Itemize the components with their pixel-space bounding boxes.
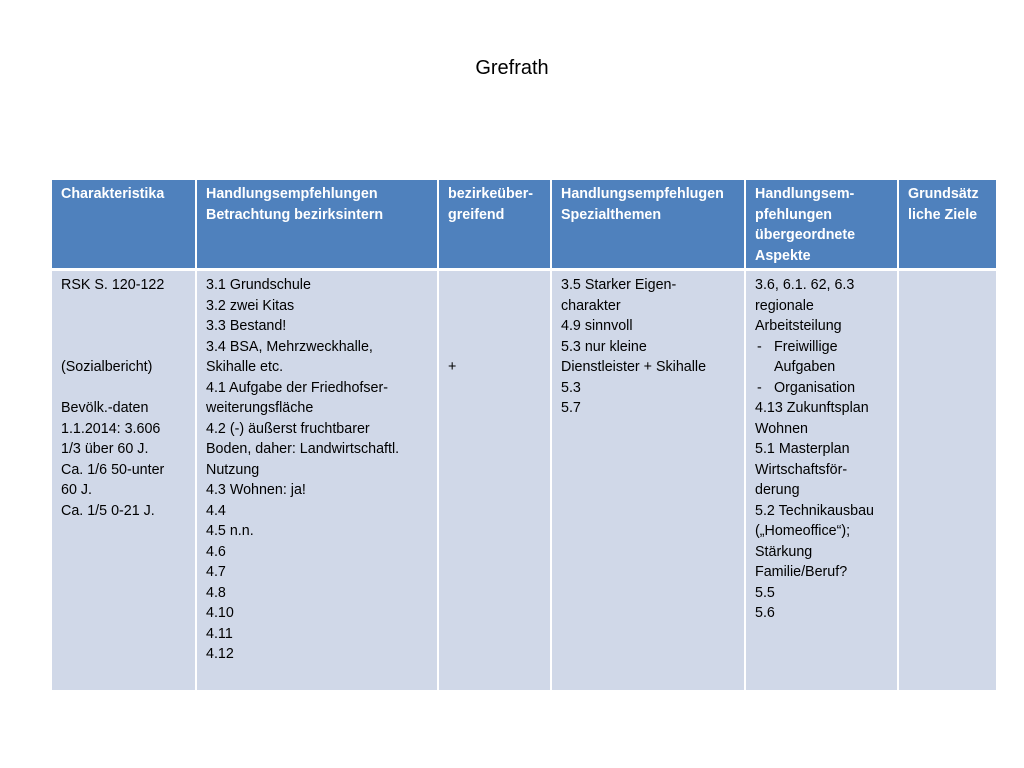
cell-line: Ca. 1/5 0-21 J. — [61, 502, 155, 519]
cell-line: 4.13 Zukunftsplan — [755, 400, 869, 416]
cell-line: („Homeoffice“); — [755, 523, 851, 539]
cell-line: 4.9 sinnvoll — [561, 318, 633, 334]
header-line: Handlungsempfehlugen — [561, 186, 724, 202]
cell-line: 5.5 — [755, 584, 775, 601]
cell-line: 5.3 — [561, 379, 581, 396]
header-line: Betrachtung bezirksintern — [206, 206, 384, 223]
cell-charakteristika — [52, 271, 197, 690]
header-line: Spezialthemen — [561, 206, 662, 223]
dash-marker: - — [757, 379, 762, 396]
plus-mark: + — [448, 359, 457, 375]
header-line: Charakteristika — [61, 186, 165, 202]
header-line: Aspekte — [755, 247, 811, 264]
cell-line: 3.5 Starker Eigen- — [561, 277, 677, 293]
header-charakteristika — [52, 180, 197, 271]
cell-line: 4.1 Aufgabe der Friedhofser- — [206, 379, 388, 396]
cell-line: Arbeitsteilung — [755, 318, 842, 334]
cell-line: Boden, daher: Landwirtschaftl. — [206, 441, 400, 457]
cell-line: 4.8 — [206, 584, 226, 601]
header-line: Handlungsempfehlungen — [206, 186, 378, 202]
header-bezirksintern — [197, 180, 439, 271]
cell-bezirksuebergreifend — [439, 271, 552, 690]
bullet-continuation: Aufgaben — [774, 359, 836, 375]
cell-line: Bevölk.-daten — [61, 400, 149, 416]
header-grundsaetzliche-ziele — [899, 180, 996, 271]
header-bezirksuebergreifend — [439, 180, 552, 271]
cell-line: 4.6 — [206, 543, 226, 560]
cell-line: 3.6, 6.1. 62, 6.3 — [755, 277, 855, 293]
cell-line: 4.3 Wohnen: ja! — [206, 482, 306, 498]
cell-bezirksintern — [197, 271, 439, 690]
header-line: pfehlungen — [755, 206, 833, 223]
cell-line: 4.4 — [206, 502, 226, 519]
cell-line: Stärkung — [755, 543, 813, 560]
cell-line: charakter — [561, 297, 621, 314]
cell-line: Wirtschaftsför- — [755, 461, 848, 478]
cell-line: Nutzung — [206, 461, 260, 478]
cell-line: 4.7 — [206, 564, 226, 580]
cell-line: regionale — [755, 297, 814, 314]
cell-line: 4.5 n.n. — [206, 523, 254, 539]
cell-line: 3.1 Grundschule — [206, 277, 311, 293]
recommendations-table — [52, 180, 996, 690]
cell-line: 3.3 Bestand! — [206, 318, 287, 334]
header-line: bezirkeüber- — [448, 186, 534, 202]
cell-spezialthemen — [552, 271, 746, 690]
cell-line: 5.7 — [561, 400, 581, 416]
cell-line: 4.12 — [206, 646, 234, 662]
cell-line: Ca. 1/6 50-unter — [61, 461, 165, 478]
bullet-text: Freiwillige — [774, 338, 838, 355]
cell-line: 5.1 Masterplan — [755, 441, 850, 457]
cell-line: 3.2 zwei Kitas — [206, 297, 295, 314]
table-header-row — [52, 180, 996, 271]
cell-line: 5.2 Technikausbau — [755, 502, 874, 519]
cell-line: 5.3 nur kleine — [561, 338, 647, 355]
cell-line: 5.6 — [755, 605, 775, 621]
cell-line: 4.11 — [206, 625, 233, 642]
cell-grundsaetzliche-ziele — [899, 271, 996, 690]
cell-line: 4.2 (-) äußerst fruchtbarer — [206, 420, 370, 437]
header-line: Handlungsem- — [755, 186, 855, 202]
page-title: Grefrath — [475, 57, 549, 79]
bullet-item — [755, 337, 888, 358]
cell-line: weiterungsfläche — [206, 400, 314, 416]
dash-marker: - — [757, 338, 762, 355]
cell-line: (Sozialbericht) — [61, 359, 153, 375]
cell-line: Familie/Beruf? — [755, 564, 848, 580]
bullet-text: Organisation — [774, 379, 856, 396]
bullet-item — [755, 378, 888, 399]
table-row — [52, 271, 996, 690]
header-spezialthemen — [552, 180, 746, 271]
cell-line: derung — [755, 482, 800, 498]
cell-line: 1/3 über 60 J. — [61, 441, 149, 457]
header-line: liche Ziele — [908, 206, 978, 223]
cell-uebergeordnete-aspekte — [746, 271, 899, 690]
cell-line: Dienstleister + Skihalle — [561, 359, 707, 375]
header-line: übergeordnete — [755, 227, 856, 243]
cell-line: 1.1.2014: 3.606 — [61, 420, 161, 437]
header-line: greifend — [448, 206, 505, 223]
cell-line: 60 J. — [61, 482, 92, 498]
cell-line: 4.10 — [206, 605, 234, 621]
cell-line: RSK S. 120-122 — [61, 277, 165, 293]
cell-line: 3.4 BSA, Mehrzweckhalle, — [206, 338, 373, 355]
cell-line: Skihalle etc. — [206, 359, 284, 375]
header-line: Grundsätz — [908, 186, 979, 202]
header-uebergeordnete-aspekte — [746, 180, 899, 271]
cell-line: Wohnen — [755, 420, 808, 437]
